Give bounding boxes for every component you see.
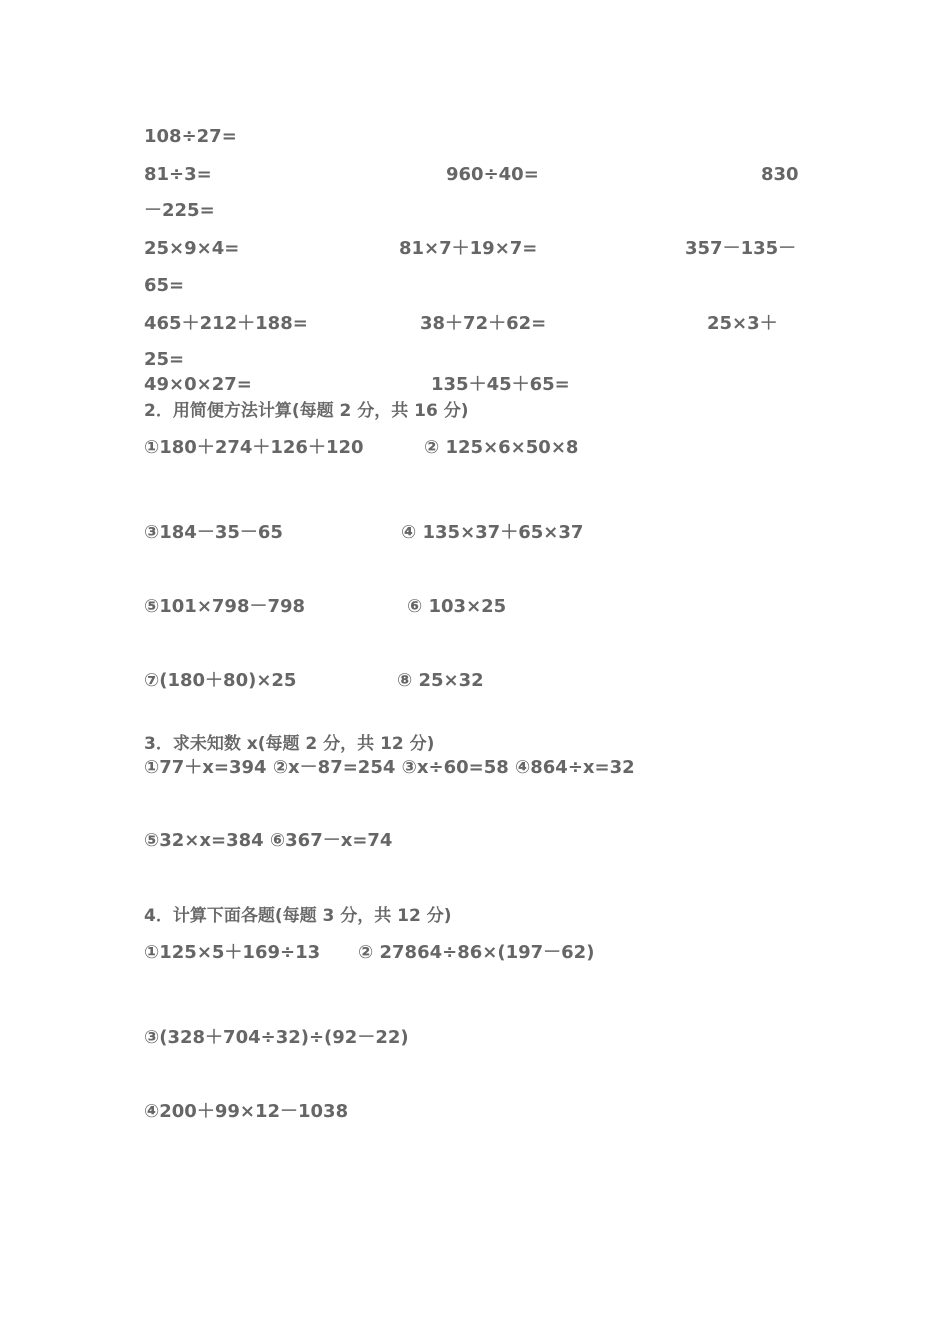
exercise-continuation: 65= (144, 275, 185, 296)
section-heading: 4．计算下面各题(每题 3 分，共 12 分) (144, 906, 452, 926)
exercise-line: 108÷27= (144, 126, 237, 147)
exercise-item: 38＋72＋62= (420, 313, 547, 334)
problem-item: ①125×5＋169÷13 (144, 942, 321, 963)
problem-item: ② 125×6×50×8 (424, 437, 579, 458)
exercise-item: 25×3＋ (707, 313, 778, 334)
exercise-continuation: 25= (144, 349, 185, 370)
section-heading: 2．用简便方法计算(每题 2 分，共 16 分) (144, 401, 469, 421)
problem-item: ⑤101×798－798 (144, 596, 306, 617)
problem-item: ④ 135×37＋65×37 (401, 522, 584, 543)
exercise-item: 81÷3= (144, 164, 212, 185)
problem-item: ⑧ 25×32 (397, 670, 484, 691)
problem-item: ⑥ 103×25 (407, 596, 507, 617)
exercise-item: 49×0×27= (144, 374, 252, 395)
problem-item: ③184－35－65 (144, 522, 283, 543)
problem-item: ③(328＋704÷32)÷(92－22) (144, 1027, 409, 1048)
equation-line: ①77＋x=394 ②x－87=254 ③x÷60=58 ④864÷x=32 (144, 757, 635, 778)
problem-item: ①180＋274＋126＋120 (144, 437, 364, 458)
exercise-item: 830 (761, 164, 799, 185)
exercise-continuation: －225= (144, 200, 215, 221)
exercise-item: 960÷40= (446, 164, 539, 185)
exercise-item: 357－135－ (685, 238, 797, 259)
exercise-item: 81×7＋19×7= (399, 238, 538, 259)
exercise-item: 25×9×4= (144, 238, 240, 259)
equation-line: ⑤32×x=384 ⑥367－x=74 (144, 830, 393, 851)
problem-item: ④200＋99×12－1038 (144, 1101, 349, 1122)
exercise-item: 135＋45＋65= (431, 374, 570, 395)
problem-item: ⑦(180＋80)×25 (144, 670, 297, 691)
section-heading: 3．求未知数 x(每题 2 分，共 12 分) (144, 734, 435, 754)
exercise-item: 465＋212＋188= (144, 313, 308, 334)
problem-item: ② 27864÷86×(197－62) (358, 942, 595, 963)
